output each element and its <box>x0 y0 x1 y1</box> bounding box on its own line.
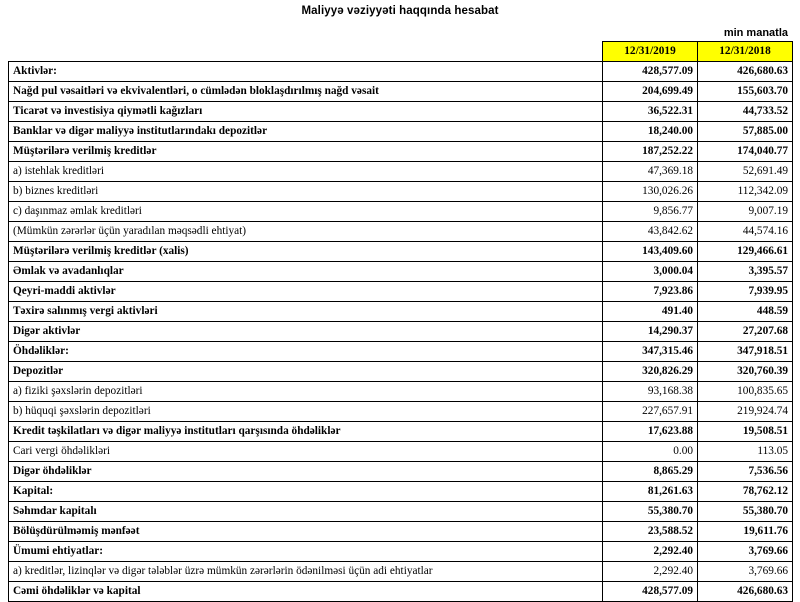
column-header-2018: 12/31/2018 <box>698 42 793 62</box>
page-title: Maliyyə vəziyyəti haqqında hesabat <box>301 5 499 17</box>
units-label: min manatla <box>723 27 788 39</box>
table-row <box>9 522 793 542</box>
row-value-2018: 19,611.76 <box>698 522 793 542</box>
row-label: Müştərilərə verilmiş kreditlər <box>9 142 603 162</box>
table-row <box>9 462 793 482</box>
row-label: Cəmi öhdəliklər və kapital <box>9 582 603 602</box>
row-label: c) daşınmaz əmlak kreditləri <box>9 202 603 222</box>
row-value-2019: 320,826.29 <box>603 362 698 382</box>
document-page <box>0 5 800 598</box>
row-value-2018: 52,691.49 <box>698 162 793 182</box>
row-label: Banklar və digər maliyyə institutlarındakı depozitlər <box>9 122 603 142</box>
row-value-2018: 426,680.63 <box>698 62 793 82</box>
row-value-2019: 0.00 <box>603 442 698 462</box>
row-value-2019: 227,657.91 <box>603 402 698 422</box>
row-value-2018: 219,924.74 <box>698 402 793 422</box>
row-label: Digər aktivlər <box>9 322 603 342</box>
table-row <box>9 302 793 322</box>
table-row <box>9 362 793 382</box>
row-value-2019: 81,261.63 <box>603 482 698 502</box>
row-value-2018: 57,885.00 <box>698 122 793 142</box>
table-row <box>9 382 793 402</box>
row-label: Digər öhdəliklər <box>9 462 603 482</box>
row-value-2019: 204,699.49 <box>603 82 698 102</box>
row-value-2019: 2,292.40 <box>603 562 698 582</box>
row-value-2018: 3,769.66 <box>698 562 793 582</box>
row-value-2018: 44,733.52 <box>698 102 793 122</box>
table-row <box>9 162 793 182</box>
row-value-2018: 55,380.70 <box>698 502 793 522</box>
row-label: Təxirə salınmış vergi aktivləri <box>9 302 603 322</box>
row-value-2018: 3,769.66 <box>698 542 793 562</box>
table-row <box>9 82 793 102</box>
row-value-2018: 78,762.12 <box>698 482 793 502</box>
row-value-2018: 129,466.61 <box>698 242 793 262</box>
row-label: Əmlak və avadanlıqlar <box>9 262 603 282</box>
table-row <box>9 542 793 562</box>
table-row <box>9 142 793 162</box>
row-value-2018: 112,342.09 <box>698 182 793 202</box>
row-value-2019: 47,369.18 <box>603 162 698 182</box>
table-header <box>9 42 793 62</box>
row-label: Ticarət və investisiya qiymətli kağızları <box>9 102 603 122</box>
table-row <box>9 422 793 442</box>
row-value-2019: 43,842.62 <box>603 222 698 242</box>
row-label: a) kreditlər, lizinqlər və digər tələblər üzrə mümkün zərərlərin ödənilməsi üçün adi ehtiyatlar <box>9 562 603 582</box>
row-label: b) biznes kreditləri <box>9 182 603 202</box>
table-row <box>9 122 793 142</box>
column-header-2019: 12/31/2019 <box>603 42 698 62</box>
table-row <box>9 562 793 582</box>
row-value-2018: 27,207.68 <box>698 322 793 342</box>
row-value-2019: 17,623.88 <box>603 422 698 442</box>
table-header-row <box>9 42 793 62</box>
row-value-2019: 7,923.86 <box>603 282 698 302</box>
table-row <box>9 282 793 302</box>
row-label: Depozitlər <box>9 362 603 382</box>
row-label: Kredit təşkilatları və digər maliyyə institutları qarşısında öhdəliklər <box>9 422 603 442</box>
table-row <box>9 242 793 262</box>
table-row <box>9 442 793 462</box>
row-value-2018: 174,040.77 <box>698 142 793 162</box>
row-value-2019: 8,865.29 <box>603 462 698 482</box>
row-value-2018: 448.59 <box>698 302 793 322</box>
row-value-2018: 3,395.57 <box>698 262 793 282</box>
row-value-2019: 93,168.38 <box>603 382 698 402</box>
row-value-2019: 3,000.04 <box>603 262 698 282</box>
row-value-2019: 130,026.26 <box>603 182 698 202</box>
row-value-2019: 491.40 <box>603 302 698 322</box>
row-label: (Mümkün zərərlər üçün yaradılan məqsədli ehtiyat) <box>9 222 603 242</box>
row-value-2019: 347,315.46 <box>603 342 698 362</box>
table-row <box>9 62 793 82</box>
financial-statement-table <box>8 41 793 602</box>
table-row <box>9 342 793 362</box>
row-value-2018: 100,835.65 <box>698 382 793 402</box>
row-value-2019: 18,240.00 <box>603 122 698 142</box>
table-row <box>9 482 793 502</box>
row-label: Bölüşdürülməmiş mənfəət <box>9 522 603 542</box>
row-value-2018: 19,508.51 <box>698 422 793 442</box>
row-label: Ümumi ehtiyatlar: <box>9 542 603 562</box>
table-row <box>9 322 793 342</box>
row-label: Nağd pul vəsaitləri və ekvivalentləri, o cümlədən bloklaşdırılmış nağd vəsait <box>9 82 603 102</box>
row-value-2018: 155,603.70 <box>698 82 793 102</box>
row-value-2019: 428,577.09 <box>603 62 698 82</box>
row-label: a) fiziki şəxslərin depozitləri <box>9 382 603 402</box>
row-label: a) istehlak kreditləri <box>9 162 603 182</box>
row-value-2019: 14,290.37 <box>603 322 698 342</box>
row-value-2018: 44,574.16 <box>698 222 793 242</box>
row-label: Öhdəliklər: <box>9 342 603 362</box>
row-label: Qeyri-maddi aktivlər <box>9 282 603 302</box>
row-label: Aktivlər: <box>9 62 603 82</box>
table-body <box>9 62 793 602</box>
table-row <box>9 202 793 222</box>
row-label: Müştərilərə verilmiş kreditlər (xalis) <box>9 242 603 262</box>
column-header-label <box>9 42 603 62</box>
row-value-2019: 143,409.60 <box>603 242 698 262</box>
row-value-2018: 426,680.63 <box>698 582 793 602</box>
table-row <box>9 102 793 122</box>
row-value-2019: 187,252.22 <box>603 142 698 162</box>
row-value-2019: 55,380.70 <box>603 502 698 522</box>
row-label: Səhmdar kapitalı <box>9 502 603 522</box>
table-row <box>9 402 793 422</box>
row-value-2018: 7,939.95 <box>698 282 793 302</box>
row-label: Kapital: <box>9 482 603 502</box>
row-label: b) hüquqi şəxslərin depozitləri <box>9 402 603 422</box>
row-value-2019: 428,577.09 <box>603 582 698 602</box>
row-value-2018: 347,918.51 <box>698 342 793 362</box>
row-value-2018: 9,007.19 <box>698 202 793 222</box>
table-row <box>9 582 793 602</box>
table-row <box>9 502 793 522</box>
row-value-2019: 23,588.52 <box>603 522 698 542</box>
row-label: Cari vergi öhdəlikləri <box>9 442 603 462</box>
row-value-2018: 7,536.56 <box>698 462 793 482</box>
table-row <box>9 182 793 202</box>
row-value-2018: 320,760.39 <box>698 362 793 382</box>
row-value-2019: 9,856.77 <box>603 202 698 222</box>
table-row <box>9 262 793 282</box>
row-value-2019: 2,292.40 <box>603 542 698 562</box>
row-value-2018: 113.05 <box>698 442 793 462</box>
table-row <box>9 222 793 242</box>
row-value-2019: 36,522.31 <box>603 102 698 122</box>
